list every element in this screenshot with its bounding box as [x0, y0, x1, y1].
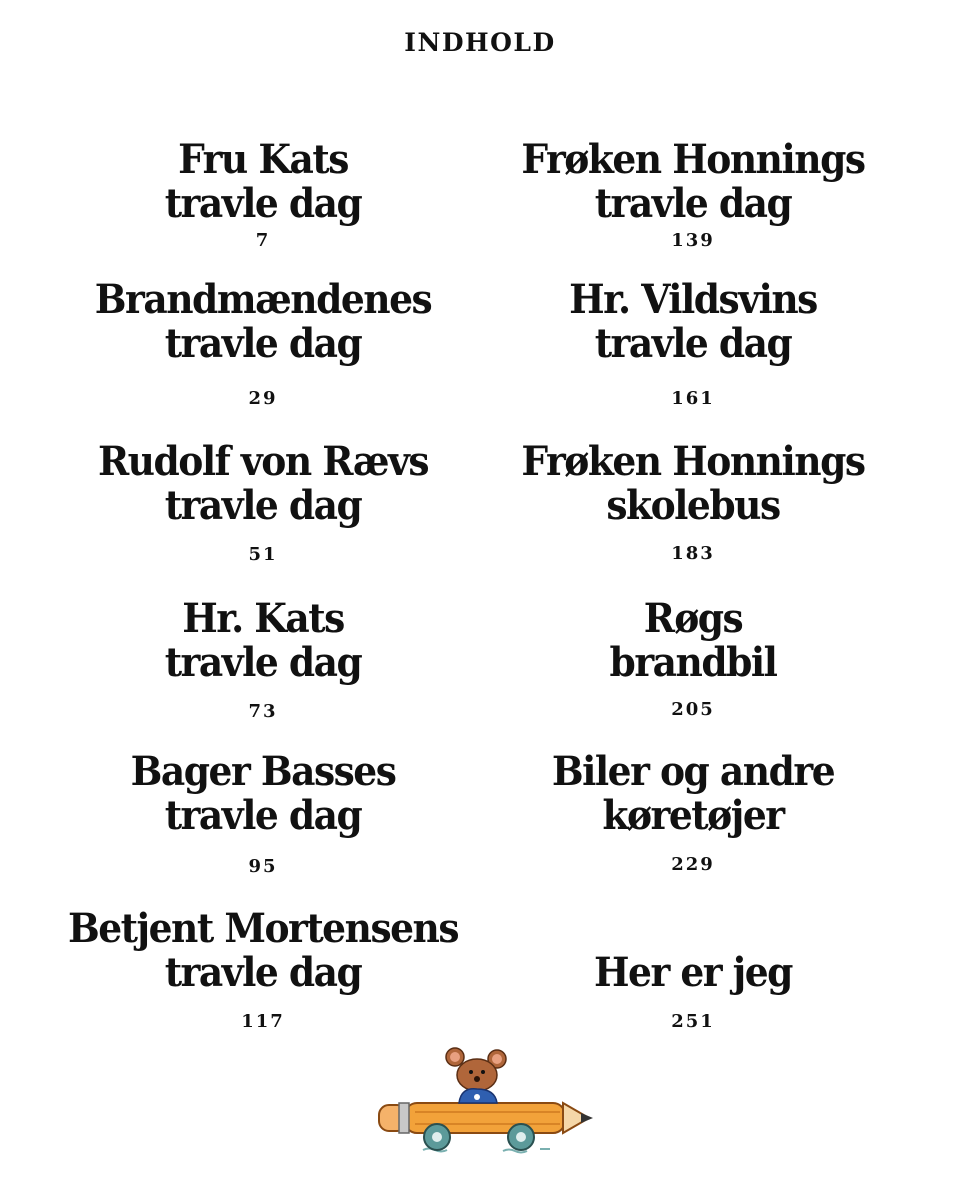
toc-entry-biler-og-andre-koretojer[interactable]	[473, 748, 913, 875]
toc-entry-title: Bager Basses travle dag	[130, 748, 396, 839]
toc-page-number: 51	[248, 544, 278, 565]
toc-entry-title: Betjent Mortensens travle dag	[67, 905, 459, 996]
toc-entry-title: Fru Kats travle dag	[164, 136, 362, 227]
toc-page-number: 205	[671, 699, 715, 720]
toc-entry-hr-vildsvins[interactable]	[473, 276, 913, 409]
toc-entry-froken-honnings-skolebus[interactable]	[473, 438, 913, 564]
toc-entry-fru-kats[interactable]	[43, 136, 483, 251]
toc-entry-rogs-brandbil[interactable]	[473, 595, 913, 720]
page-title: INDHOLD	[404, 28, 556, 57]
toc-page-number: 117	[241, 1011, 285, 1032]
toc-entry-bager-basses[interactable]	[43, 748, 483, 877]
toc-entry-title: Her er jeg	[594, 949, 792, 996]
toc-entry-title: Hr. Vildsvins travle dag	[569, 276, 817, 367]
toc-entry-froken-honnings[interactable]	[473, 136, 913, 251]
toc-page-number: 7	[255, 230, 271, 251]
toc-page-number: 229	[671, 854, 715, 875]
toc-entry-title: Frøken Honnings travle dag	[521, 136, 865, 227]
toc-entry-title: Biler og andre køretøjer	[551, 748, 835, 839]
toc-page-number: 183	[671, 543, 715, 564]
toc-entry-brandmaendenes[interactable]	[43, 276, 483, 409]
toc-page-number: 139	[671, 230, 715, 251]
toc-entry-title: Røgs brandbil	[609, 595, 777, 686]
toc-entry-title: Rudolf von Rævs travle dag	[97, 438, 429, 529]
toc-page-number: 251	[671, 1011, 715, 1032]
toc-entry-title: Brandmændenes travle dag	[94, 276, 432, 367]
toc-entry-hr-kats[interactable]	[43, 595, 483, 722]
toc-page-number: 29	[248, 388, 278, 409]
toc-entry-betjent-mortensens[interactable]	[43, 905, 483, 1032]
mouse-driving-pencil-car-icon	[375, 1045, 600, 1170]
toc-entry-her-er-jeg[interactable]	[473, 949, 913, 1032]
toc-page-number: 161	[671, 388, 715, 409]
toc-entry-rudolf-von-raevs[interactable]	[43, 438, 483, 565]
toc-entry-title: Hr. Kats travle dag	[164, 595, 362, 686]
toc-entry-title: Frøken Honnings skolebus	[521, 438, 865, 529]
toc-page-number: 73	[248, 701, 278, 722]
toc-page-number: 95	[248, 856, 278, 877]
